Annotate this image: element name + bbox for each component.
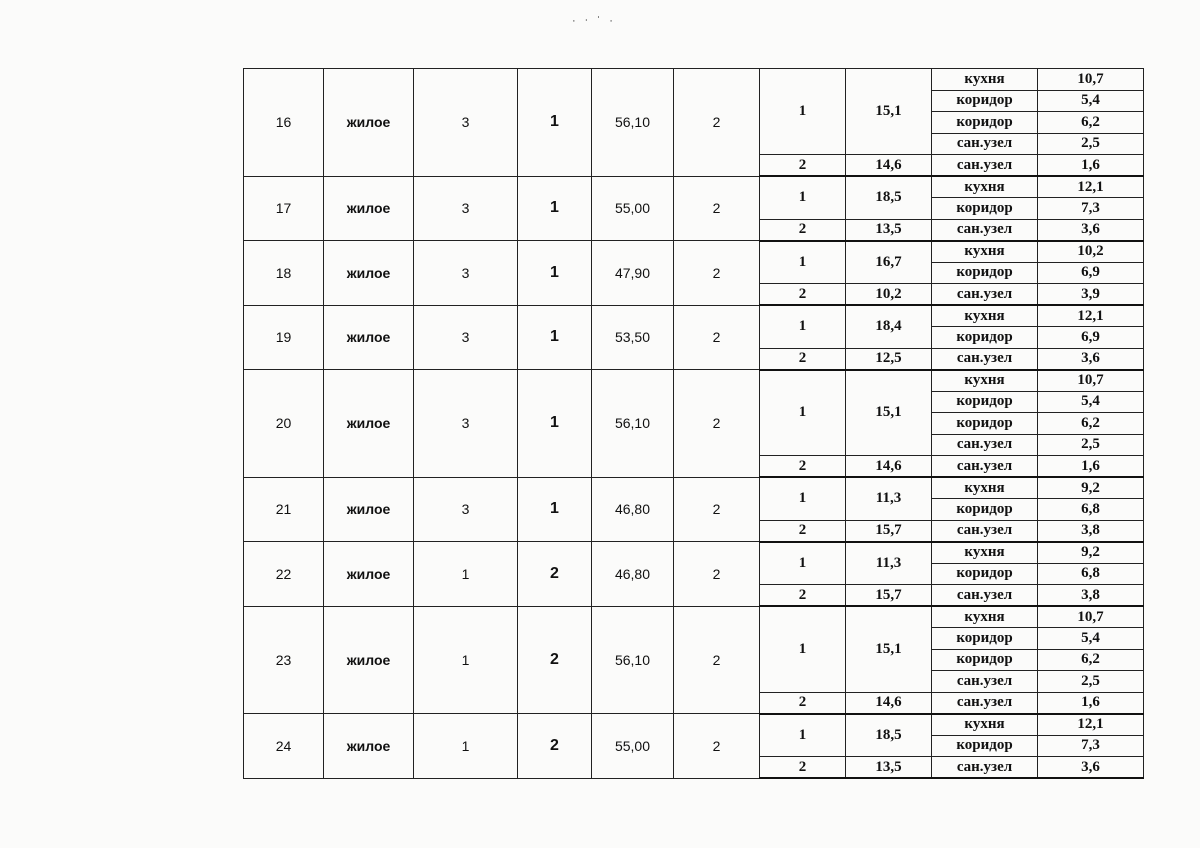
living-room-area: 18,5 bbox=[846, 176, 932, 219]
aux-room-name: сан.узел bbox=[932, 348, 1038, 370]
flat-number: 16 bbox=[244, 69, 324, 177]
table-row bbox=[244, 477, 1144, 499]
aux-room-area: 2,5 bbox=[1038, 434, 1144, 456]
flat-rooms: 3 bbox=[414, 241, 518, 306]
living-room-number: 1 bbox=[760, 477, 846, 520]
flat-floor: 2 bbox=[674, 69, 760, 177]
aux-room-name: кухня bbox=[932, 370, 1038, 392]
aux-room-name: сан.узел bbox=[932, 284, 1038, 306]
flat-area: 55,00 bbox=[592, 714, 674, 779]
aux-room-name: кухня bbox=[932, 606, 1038, 628]
flat-area: 53,50 bbox=[592, 305, 674, 370]
flat-number: 18 bbox=[244, 241, 324, 306]
aux-room-area: 6,9 bbox=[1038, 262, 1144, 284]
aux-room-name: сан.узел bbox=[932, 155, 1038, 177]
living-room-area: 14,6 bbox=[846, 155, 932, 177]
living-room-area: 15,1 bbox=[846, 69, 932, 155]
flat-number: 22 bbox=[244, 542, 324, 607]
aux-room-name: кухня bbox=[932, 176, 1038, 198]
aux-room-name: коридор bbox=[932, 563, 1038, 585]
flat-type: жилое bbox=[324, 714, 414, 779]
aux-room-name: коридор bbox=[932, 262, 1038, 284]
living-room-number: 2 bbox=[760, 284, 846, 306]
living-room-area: 13,5 bbox=[846, 219, 932, 241]
flat-section: 1 bbox=[518, 305, 592, 370]
living-room-area: 18,4 bbox=[846, 305, 932, 348]
aux-room-area: 12,1 bbox=[1038, 714, 1144, 736]
flat-type: жилое bbox=[324, 176, 414, 241]
flat-floor: 2 bbox=[674, 370, 760, 478]
aux-room-area: 2,5 bbox=[1038, 671, 1144, 693]
aux-room-name: коридор bbox=[932, 628, 1038, 650]
flat-floor: 2 bbox=[674, 714, 760, 779]
aux-room-area: 10,2 bbox=[1038, 241, 1144, 263]
aux-room-name: сан.узел bbox=[932, 434, 1038, 456]
aux-room-area: 5,4 bbox=[1038, 628, 1144, 650]
table-row bbox=[244, 305, 1144, 327]
flat-type: жилое bbox=[324, 477, 414, 542]
flat-rooms: 3 bbox=[414, 69, 518, 177]
living-room-area: 15,1 bbox=[846, 606, 932, 692]
living-room-number: 1 bbox=[760, 370, 846, 456]
aux-room-name: сан.узел bbox=[932, 219, 1038, 241]
flat-section: 1 bbox=[518, 370, 592, 478]
aux-room-area: 3,6 bbox=[1038, 348, 1144, 370]
living-room-number: 2 bbox=[760, 348, 846, 370]
living-room-area: 12,5 bbox=[846, 348, 932, 370]
aux-room-name: кухня bbox=[932, 542, 1038, 564]
flat-floor: 2 bbox=[674, 606, 760, 714]
aux-room-area: 5,4 bbox=[1038, 90, 1144, 112]
flat-number: 24 bbox=[244, 714, 324, 779]
flat-type: жилое bbox=[324, 241, 414, 306]
flat-section: 1 bbox=[518, 241, 592, 306]
aux-room-name: коридор bbox=[932, 391, 1038, 413]
table-row bbox=[244, 606, 1144, 628]
aux-room-area: 6,8 bbox=[1038, 563, 1144, 585]
aux-room-area: 12,1 bbox=[1038, 176, 1144, 198]
aux-room-name: сан.узел bbox=[932, 520, 1038, 542]
aux-room-area: 6,2 bbox=[1038, 112, 1144, 134]
aux-room-area: 6,8 bbox=[1038, 499, 1144, 521]
flat-section: 2 bbox=[518, 714, 592, 779]
aux-room-area: 7,3 bbox=[1038, 735, 1144, 757]
aux-room-name: коридор bbox=[932, 649, 1038, 671]
flat-section: 1 bbox=[518, 69, 592, 177]
living-room-number: 2 bbox=[760, 585, 846, 607]
aux-room-area: 6,2 bbox=[1038, 413, 1144, 435]
flat-section: 2 bbox=[518, 606, 592, 714]
flat-area: 46,80 bbox=[592, 477, 674, 542]
aux-room-area: 10,7 bbox=[1038, 370, 1144, 392]
living-room-number: 1 bbox=[760, 176, 846, 219]
aux-room-area: 9,2 bbox=[1038, 542, 1144, 564]
aux-room-name: сан.узел bbox=[932, 671, 1038, 693]
living-room-number: 1 bbox=[760, 542, 846, 585]
flat-area: 46,80 bbox=[592, 542, 674, 607]
living-room-area: 14,6 bbox=[846, 456, 932, 478]
living-room-area: 11,3 bbox=[846, 542, 932, 585]
flat-number: 20 bbox=[244, 370, 324, 478]
aux-room-name: коридор bbox=[932, 90, 1038, 112]
flat-type: жилое bbox=[324, 606, 414, 714]
flat-area: 56,10 bbox=[592, 69, 674, 177]
aux-room-name: коридор bbox=[932, 112, 1038, 134]
aux-room-area: 1,6 bbox=[1038, 692, 1144, 714]
aux-room-name: коридор bbox=[932, 198, 1038, 220]
aux-room-area: 6,9 bbox=[1038, 327, 1144, 349]
aux-room-area: 1,6 bbox=[1038, 155, 1144, 177]
flat-type: жилое bbox=[324, 542, 414, 607]
aux-room-name: коридор bbox=[932, 327, 1038, 349]
living-room-number: 1 bbox=[760, 714, 846, 757]
living-room-area: 16,7 bbox=[846, 241, 932, 284]
aux-room-name: кухня bbox=[932, 305, 1038, 327]
living-room-number: 2 bbox=[760, 155, 846, 177]
aux-room-name: кухня bbox=[932, 714, 1038, 736]
living-room-area: 13,5 bbox=[846, 757, 932, 779]
living-room-number: 2 bbox=[760, 757, 846, 779]
flat-area: 56,10 bbox=[592, 370, 674, 478]
table-row bbox=[244, 241, 1144, 263]
flat-type: жилое bbox=[324, 69, 414, 177]
living-room-area: 15,1 bbox=[846, 370, 932, 456]
flat-section: 2 bbox=[518, 542, 592, 607]
flat-number: 19 bbox=[244, 305, 324, 370]
flat-section: 1 bbox=[518, 176, 592, 241]
flat-rooms: 1 bbox=[414, 542, 518, 607]
aux-room-area: 3,9 bbox=[1038, 284, 1144, 306]
aux-room-name: коридор bbox=[932, 499, 1038, 521]
aux-room-area: 3,8 bbox=[1038, 585, 1144, 607]
flat-rooms: 1 bbox=[414, 714, 518, 779]
aux-room-name: кухня bbox=[932, 241, 1038, 263]
living-room-area: 18,5 bbox=[846, 714, 932, 757]
flat-number: 21 bbox=[244, 477, 324, 542]
aux-room-area: 3,6 bbox=[1038, 219, 1144, 241]
flat-area: 47,90 bbox=[592, 241, 674, 306]
living-room-number: 1 bbox=[760, 69, 846, 155]
living-room-area: 11,3 bbox=[846, 477, 932, 520]
flat-area: 56,10 bbox=[592, 606, 674, 714]
flat-rooms: 3 bbox=[414, 176, 518, 241]
flat-rooms: 1 bbox=[414, 606, 518, 714]
flat-area: 55,00 bbox=[592, 176, 674, 241]
table-row bbox=[244, 542, 1144, 564]
flat-rooms: 3 bbox=[414, 477, 518, 542]
aux-room-name: кухня bbox=[932, 477, 1038, 499]
flat-number: 17 bbox=[244, 176, 324, 241]
flat-floor: 2 bbox=[674, 241, 760, 306]
flat-rooms: 3 bbox=[414, 305, 518, 370]
aux-room-area: 3,8 bbox=[1038, 520, 1144, 542]
living-room-number: 2 bbox=[760, 692, 846, 714]
flat-rooms: 3 bbox=[414, 370, 518, 478]
aux-room-area: 10,7 bbox=[1038, 606, 1144, 628]
aux-room-area: 12,1 bbox=[1038, 305, 1144, 327]
living-room-number: 2 bbox=[760, 219, 846, 241]
aux-room-name: сан.узел bbox=[932, 757, 1038, 779]
aux-room-area: 9,2 bbox=[1038, 477, 1144, 499]
aux-room-area: 1,6 bbox=[1038, 456, 1144, 478]
living-room-area: 15,7 bbox=[846, 585, 932, 607]
living-room-number: 2 bbox=[760, 456, 846, 478]
living-room-number: 1 bbox=[760, 606, 846, 692]
aux-room-name: коридор bbox=[932, 413, 1038, 435]
aux-room-name: коридор bbox=[932, 735, 1038, 757]
table-row bbox=[244, 370, 1144, 392]
aux-room-name: сан.узел bbox=[932, 692, 1038, 714]
flat-floor: 2 bbox=[674, 542, 760, 607]
living-room-number: 1 bbox=[760, 305, 846, 348]
aux-room-area: 6,2 bbox=[1038, 649, 1144, 671]
apartments-table bbox=[243, 68, 1144, 779]
living-room-number: 1 bbox=[760, 241, 846, 284]
aux-room-name: сан.узел bbox=[932, 456, 1038, 478]
flat-type: жилое bbox=[324, 370, 414, 478]
aux-room-area: 2,5 bbox=[1038, 133, 1144, 155]
living-room-number: 2 bbox=[760, 520, 846, 542]
aux-room-area: 10,7 bbox=[1038, 69, 1144, 91]
flat-type: жилое bbox=[324, 305, 414, 370]
table-row bbox=[244, 176, 1144, 198]
aux-room-area: 5,4 bbox=[1038, 391, 1144, 413]
aux-room-name: сан.узел bbox=[932, 585, 1038, 607]
table-row bbox=[244, 714, 1144, 736]
page-mark: · ᐧ ʿ · bbox=[572, 15, 616, 27]
living-room-area: 14,6 bbox=[846, 692, 932, 714]
flat-section: 1 bbox=[518, 477, 592, 542]
flat-floor: 2 bbox=[674, 176, 760, 241]
aux-room-name: сан.узел bbox=[932, 133, 1038, 155]
apartments-table-body bbox=[244, 69, 1144, 779]
flat-number: 23 bbox=[244, 606, 324, 714]
aux-room-area: 7,3 bbox=[1038, 198, 1144, 220]
flat-floor: 2 bbox=[674, 305, 760, 370]
aux-room-name: кухня bbox=[932, 69, 1038, 91]
table-row bbox=[244, 69, 1144, 91]
living-room-area: 10,2 bbox=[846, 284, 932, 306]
living-room-area: 15,7 bbox=[846, 520, 932, 542]
aux-room-area: 3,6 bbox=[1038, 757, 1144, 779]
flat-floor: 2 bbox=[674, 477, 760, 542]
